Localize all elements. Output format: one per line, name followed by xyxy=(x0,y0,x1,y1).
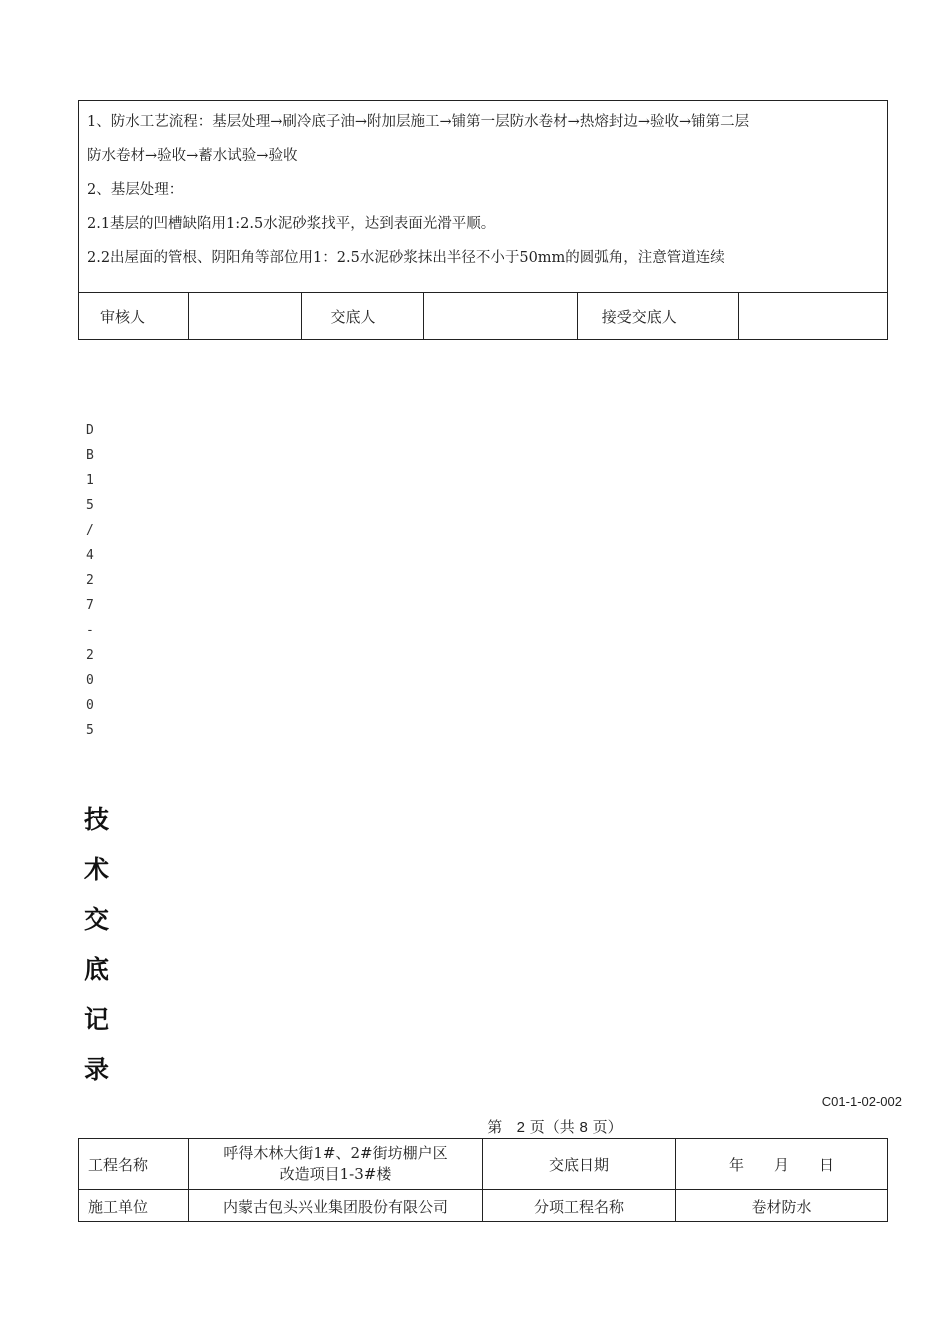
standard-code-char: 5 xyxy=(86,498,94,513)
standard-code-vertical xyxy=(86,418,106,743)
content-text-area xyxy=(79,101,887,292)
content-line-2: 防水卷材→验收→蓄水试验→验收 xyxy=(87,148,298,164)
receiver-value[interactable] xyxy=(739,293,887,340)
project-name-value[interactable] xyxy=(189,1139,483,1189)
standard-code-char: 1 xyxy=(86,473,94,488)
contractor-value[interactable]: 内蒙古包头兴业集团股份有限公司 xyxy=(189,1190,483,1222)
content-line-3: 2、基层处理： xyxy=(87,182,184,198)
date-value[interactable]: 年 月 日 xyxy=(728,1155,834,1174)
project-name-label: 工程名称 xyxy=(79,1139,189,1189)
standard-code-char: / xyxy=(86,523,94,538)
standard-code-char: 0 xyxy=(86,673,94,688)
content-line-4: 2.1基层的凹槽缺陷用1:2.5水泥砂浆找平，达到表面光滑平顺。 xyxy=(87,216,496,232)
content-table xyxy=(78,100,888,340)
standard-code-char: B xyxy=(86,448,94,463)
standard-code-char: 5 xyxy=(86,723,94,738)
page-total: 8 xyxy=(579,1119,588,1136)
standard-code-char: 4 xyxy=(86,548,94,563)
standard-code-char: D xyxy=(86,423,94,438)
title-char: 录 xyxy=(84,1055,110,1084)
page-prefix: 第 xyxy=(487,1118,503,1136)
page-number xyxy=(460,1116,650,1137)
title-char: 交 xyxy=(84,905,110,934)
contractor-label: 施工单位 xyxy=(79,1190,189,1222)
receiver-label: 接受交底人 xyxy=(578,293,740,340)
title-char: 术 xyxy=(84,855,110,884)
document-code: C01-1-02-002 xyxy=(821,1094,902,1109)
info-row-1 xyxy=(79,1139,887,1190)
standard-code-char: 0 xyxy=(86,698,94,713)
page-current: 2 xyxy=(516,1119,525,1136)
date-label: 交底日期 xyxy=(483,1139,676,1189)
reviewer-value[interactable] xyxy=(189,293,303,340)
reviewer-label: 审核人 xyxy=(79,293,189,340)
project-name-line-1: 呼得木林大街1#、2#街坊棚户区 xyxy=(223,1144,448,1162)
project-name-line-2: 改造项目1-3#楼 xyxy=(279,1165,392,1183)
sub-project-label: 分项工程名称 xyxy=(483,1190,676,1222)
document-title-vertical xyxy=(84,795,124,1095)
standard-code-char: 2 xyxy=(86,573,94,588)
title-char: 记 xyxy=(84,1005,110,1034)
title-char: 底 xyxy=(84,955,110,984)
page-suffix: 页） xyxy=(592,1118,623,1136)
page-middle: 页（共 xyxy=(529,1118,575,1136)
project-info-table xyxy=(78,1138,888,1222)
title-char: 技 xyxy=(84,805,110,834)
content-line-1: 1、防水工艺流程：基层处理→刷冷底子油→附加层施工→铺第一层防水卷材→热熔封边→验收→铺第二层 xyxy=(87,114,750,130)
discloser-label: 交底人 xyxy=(302,293,424,340)
standard-code-char: 7 xyxy=(86,598,94,613)
signature-row xyxy=(79,292,887,340)
discloser-value[interactable] xyxy=(424,293,578,340)
content-line-5: 2.2出屋面的管根、阴阳角等部位用1：2.5水泥砂浆抹出半径不小于50mm的圆弧角，注意管道连续 xyxy=(87,250,725,266)
standard-code-char: 2 xyxy=(86,648,94,663)
sub-project-value[interactable]: 卷材防水 xyxy=(751,1197,812,1216)
info-row-2 xyxy=(79,1190,887,1222)
standard-code-char: - xyxy=(86,623,94,638)
